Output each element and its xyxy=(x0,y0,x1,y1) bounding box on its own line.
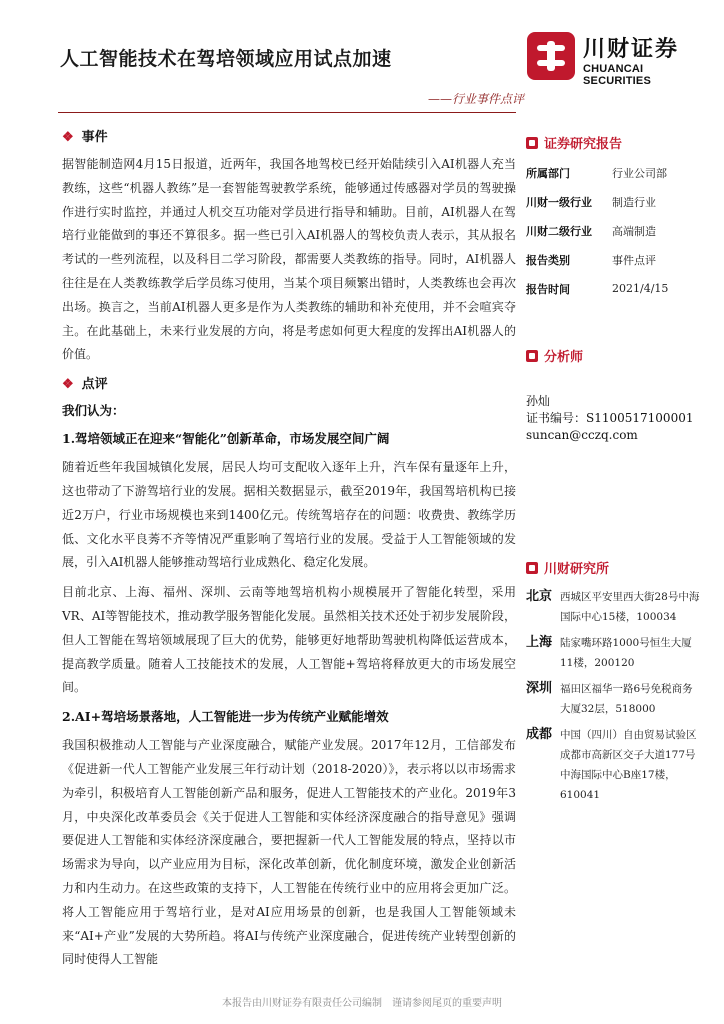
info-row: 报告时间 2021/4/15 xyxy=(526,282,669,296)
page-subtitle: ——行业事件点评 xyxy=(427,92,524,106)
analyst-cert: 证书编号：S1100517100001 xyxy=(526,411,694,425)
institute-heading: 川财研究所 xyxy=(526,558,702,577)
office-entry: 上海 陆家嘴环路1000号恒生大厦11楼，200120 xyxy=(526,635,692,669)
section-marker-icon xyxy=(526,562,538,574)
institute-panel xyxy=(526,558,702,805)
office-entry: 成都 中国（四川）自由贸易试验区成都市高新区交子大道177号中海国际中心B座17楼，610041 xyxy=(526,727,697,801)
info-row: 所属部门 行业公司部 xyxy=(526,166,667,180)
event-section-heading: ❖ 事件 xyxy=(62,130,108,145)
report-info-panel xyxy=(526,133,702,303)
office-entry: 北京 西城区平安里西大街28号中海国际中心15楼，100034 xyxy=(526,589,700,623)
analyst-heading: 分析师 xyxy=(526,346,702,365)
info-row: 川财二级行业 高端制造 xyxy=(526,224,656,238)
review-section-heading: ❖ 点评 xyxy=(62,377,108,393)
section-marker-icon xyxy=(526,137,538,149)
logo-mark-icon xyxy=(527,32,575,80)
diamond-bullet-icon: ❖ xyxy=(62,130,74,145)
company-logo xyxy=(527,30,702,87)
point1-paragraph-1: 随着近些年我国城镇化发展，居民人均可支配收入逐年上升，汽车保有量逐年上升，这也带动了下游驾培行业的发展。据相关数据显示，截至2019年，我国驾培机构已接近2万户，行业市场规模也来到1400亿元。传统驾培存在的问题：收费贵、教练学历低、文化水平良莠不齐等情况严重影响了驾培行业的发展。受益于人工智能领域的发展，引入AI机器人能够推动驾培行业成熟化、稳定化发展。 xyxy=(62,460,516,570)
point1-heading: 1.驾培领域正在迎来“智能化”创新革命，市场发展空间广阔 xyxy=(62,431,390,447)
diamond-bullet-icon: ❖ xyxy=(62,377,74,393)
logo-name-en: CHUANCAI SECURITIES xyxy=(583,63,652,87)
logo-name-cn: 川财证券 xyxy=(583,37,680,62)
report-heading: 证券研究报告 xyxy=(526,133,702,152)
info-row: 报告类别 事件点评 xyxy=(526,253,656,267)
page-footer: 本报告由川财证券有限责任公司编制 谨请参阅尾页的重要声明 xyxy=(222,998,502,1009)
main-content xyxy=(62,122,516,978)
office-entry: 深圳 福田区福华一路6号免税商务大厦32层，518000 xyxy=(526,681,693,715)
event-paragraph: 据智能制造网4月15日报道，近两年，我国各地驾校已经开始陆续引入AI机器人充当教练，这些“机器人教练”是一套智能驾驶教学系统，能够通过传感器对学员的驾驶操作进行实时监控，并通过人机交互功能对学员进行指导和辅助。目前，AI机器人在驾培行业能做到的事还不算很多。据一些已引入AI机器人的驾校负责人表示，其从报名考试的一些列流程，以及科目二学习阶段，都需要人类教练的指导。同时，AI机器人往往是在人类教练教学后学员练习使用，当某个项目频繁出错时，人类教练也会再次出场。换言之，当前AI机器人更多是作为人类教练的辅助和补充使用，并不会喧宾夺主。在此基础上，未来行业发展的方向，将是考虑如何更大程度的发挥出AI机器人的价值。 xyxy=(62,157,516,362)
section-marker-icon xyxy=(526,350,538,362)
analyst-email[interactable]: suncan@cczq.com xyxy=(526,428,638,442)
analyst-name: 孙灿 xyxy=(526,394,551,408)
point2-paragraph: 我国积极推动人工智能与产业深度融合，赋能产业发展。2017年12月，工信部发布《促进新一代人工智能产业发展三年行动计划（2018-2020）》，表示将以以市场需求为牵引，积极培育人工智能创新产品和服务，促进人工智能技术的产业化。2019年3月，中央深化改革委员会《关于促进人工智能和实体经济深度融合的指导意见》强调要促进人工智能和实体经济深度融合，要把握新一代人工智能发展的特点，坚持以市场需求为导向，以产业应用为目标，深化改革创新，优化制度环境，激发企业创新活力和内生动力。在这些政策的支持下，人工智能在传统行业中的应用将会更加广泛。将人工智能应用于驾培行业，是对AI应用场景的创新，也是我国人工智能领域未来“AI+产业”发展的大势所趋。将AI与传统产业深度融合，促进传统产业转型创新的同时使得人工智能 xyxy=(62,738,516,967)
page-title: 人工智能技术在驾培领域应用试点加速 xyxy=(60,48,392,70)
point2-heading: 2.AI+驾培场景落地，人工智能进一步为传统产业赋能增效 xyxy=(62,709,389,725)
point1-paragraph-2: 目前北京、上海、福州、深圳、云南等地驾培机构小规模展开了智能化转型，采用VR、AI等智能技术，推动教学服务智能化发展。虽然相关技术还处于初步发展阶段，但人工智能在驾培领域展现了巨大的优势，能够更好地帮助驾驶机构降低运营成本，提高教学质量。随着人工技能技术的发展，人工智能+驾培将释放更大的市场发展空间。 xyxy=(62,585,516,695)
we-think-label: 我们认为： xyxy=(62,403,125,419)
info-row: 川财一级行业 制造行业 xyxy=(526,195,656,209)
header-divider xyxy=(58,112,516,113)
analyst-panel xyxy=(526,346,702,444)
